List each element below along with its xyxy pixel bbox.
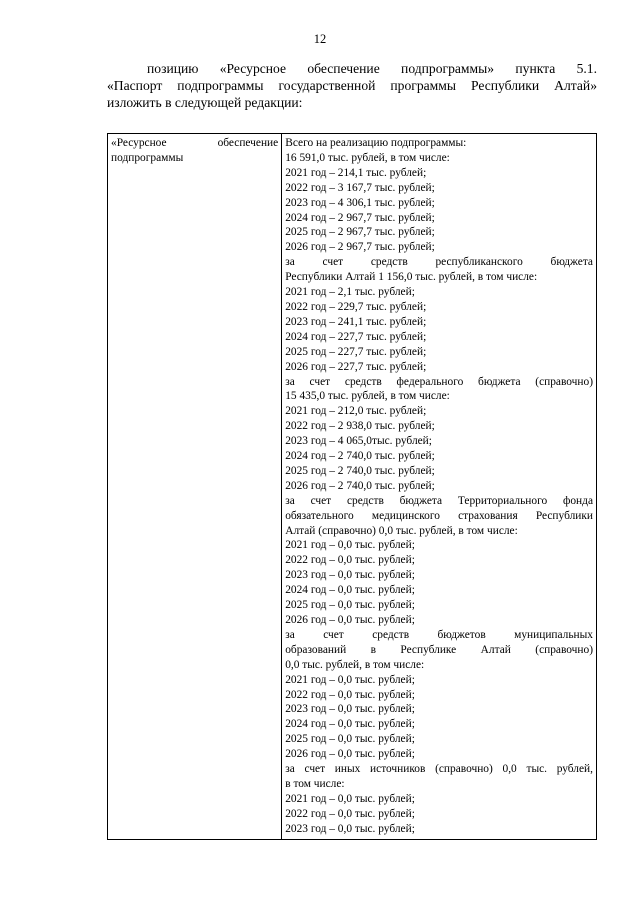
content-line: 2023 год – 241,1 тыс. рублей; [285,315,427,328]
content-line: 2025 год – 2 740,0 тыс. рублей; [285,464,435,477]
content-cell [282,134,597,840]
content-line: 2024 год – 2 740,0 тыс. рублей; [285,450,435,463]
content-line: 2026 год – 0,0 тыс. рублей; [285,614,415,626]
content-line: 2024 год – 0,0 тыс. рублей; [285,718,415,731]
content-line: 2023 год – 0,0 тыс. рублей; [285,703,415,716]
content-line: за счет средств бюджета Территориального фонда [285,494,593,507]
content-line: Алтай (справочно) 0,0 тыс. рублей, в том числе: [285,524,518,537]
content-line: 2021 год – 0,0 тыс. рублей; [285,539,415,552]
page-number: 12 [313,32,327,46]
content-line: 2023 год – 0,0 тыс. рублей; [285,569,415,582]
content-line: 2021 год – 212,0 тыс. рублей; [285,405,427,418]
content-line: за счет средств бюджетов муниципальных [285,628,593,641]
content-line: 2021 год – 0,0 тыс. рублей; [285,792,415,805]
label-cell [108,134,282,840]
content-line: 2025 год – 2 967,7 тыс. рублей; [285,226,435,239]
content-line: 2022 год – 2 938,0 тыс. рублей; [285,420,435,433]
label-line-2: подпрограммы [111,151,184,164]
content-line: 2021 год – 214,1 тыс. рублей; [285,166,427,179]
content-line: 2022 год – 3 167,7 тыс. рублей; [285,181,435,194]
content-line: за счет средств республиканского бюджета [285,256,593,269]
intro-line-3: изложить в следующей редакции: [107,95,303,110]
content-line: 2026 год – 2 740,0 тыс. рублей; [285,479,435,492]
content-line: 2021 год – 2,1 тыс. рублей; [285,286,415,299]
content-line: обязательного медицинского страхования Республики [285,509,593,522]
intro-line-2: «Паспорт подпрограммы государственной программы Республики Алтай» [107,78,597,93]
content-line: за счет средств федерального бюджета (справочно) [285,375,593,388]
content-line: 0,0 тыс. рублей, в том числе: [285,658,425,671]
content-line: 2023 год – 4 065,0тыс. рублей; [285,435,432,448]
content-line: 2026 год – 0,0 тыс. рублей; [285,748,415,761]
label-line-1: «Ресурсное обеспечение [111,137,279,149]
table-row [108,134,597,840]
intro-paragraph [107,60,597,111]
content-line: за счет иных источников (справочно) 0,0 тыс. рублей, [285,763,593,776]
content-line: 2022 год – 0,0 тыс. рублей; [285,807,415,820]
content-line: 2022 год – 229,7 тыс. рублей; [285,300,427,313]
content-line: 2026 год – 227,7 тыс. рублей; [285,360,427,373]
content-line: 2023 год – 4 306,1 тыс. рублей; [285,196,435,209]
content-line: 2021 год – 0,0 тыс. рублей; [285,673,415,686]
content-line: 15 435,0 тыс. рублей, в том числе: [285,390,450,403]
content-line: 2025 год – 0,0 тыс. рублей; [285,733,415,746]
content-line: 16 591,0 тыс. рублей, в том числе: [285,151,450,164]
content-line: 2026 год – 2 967,7 тыс. рублей; [285,241,435,254]
content-line: 2024 год – 0,0 тыс. рублей; [285,584,415,597]
content-line: Всего на реализацию подпрограммы: [285,137,467,149]
content-line: 2024 год – 2 967,7 тыс. рублей; [285,211,435,224]
content-line: 2025 год – 0,0 тыс. рублей; [285,599,415,612]
content-line: 2023 год – 0,0 тыс. рублей; [285,822,415,835]
content-line: 2022 год – 0,0 тыс. рублей; [285,688,415,701]
content-line: в том числе: [285,777,345,790]
content-line: образований в Республике Алтай (справочно) [285,643,593,656]
content-line: 2025 год – 227,7 тыс. рублей; [285,345,427,358]
resource-table [107,133,597,840]
content-line: 2024 год – 227,7 тыс. рублей; [285,330,427,343]
content-line: Республики Алтай 1 156,0 тыс. рублей, в том числе: [285,271,538,284]
intro-line-1: позицию «Ресурсное обеспечение подпрограммы» пункта 5.1. [147,61,597,76]
content-line: 2022 год – 0,0 тыс. рублей; [285,554,415,567]
